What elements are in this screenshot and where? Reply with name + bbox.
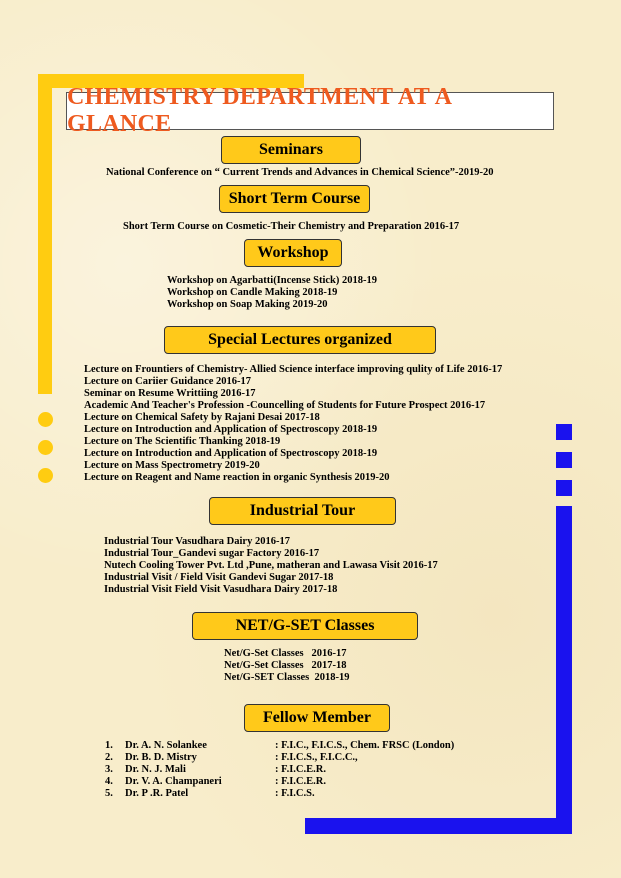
list-item: Workshop on Agarbatti(Incense Stick) 2018-19 xyxy=(167,275,378,286)
net-set-heading: NET/G-SET Classes xyxy=(192,612,418,640)
fellow-row xyxy=(105,740,454,752)
yellow-dot xyxy=(38,468,53,483)
list-item: Net/G-Set Classes 2017-18 xyxy=(224,660,347,671)
industrial-list xyxy=(104,536,438,596)
list-item: Nutech Cooling Tower Pvt. Ltd ,Pune, matheran and Lawasa Visit 2016-17 xyxy=(104,560,438,571)
fellow-number: 3. xyxy=(105,764,113,775)
fellow-row xyxy=(105,752,454,764)
fellow-name: Dr. N. J. Mali xyxy=(125,764,186,775)
blue-frame-vertical xyxy=(556,506,572,834)
list-item: Lecture on Chemical Safety by Rajani Desai 2017-18 xyxy=(84,412,320,423)
fellow-name: Dr. V. A. Champaneri xyxy=(125,776,222,787)
fellow-title: : F.I.C.S. xyxy=(275,788,315,799)
list-item: Industrial Visit / Field Visit Gandevi Sugar 2017-18 xyxy=(104,572,334,583)
yellow-dot xyxy=(38,412,53,427)
list-item: Industrial Visit Field Visit Vasudhara Dairy 2017-18 xyxy=(104,584,338,595)
list-item: Academic And Teacher's Profession -Councelling of Students for Future Prospect 2016-17 xyxy=(84,400,486,411)
list-item: Lecture on Cariier Guidance 2016-17 xyxy=(84,376,252,387)
list-item: Workshop on Soap Making 2019-20 xyxy=(167,299,328,310)
list-item: Lecture on Mass Spectrometry 2019-20 xyxy=(84,460,260,471)
list-item: Lecture on Frountiers of Chemistry- Allied Science interface improving qulity of Life 2016-17 xyxy=(84,364,503,375)
lectures-list xyxy=(84,364,502,484)
workshop-heading: Workshop xyxy=(244,239,342,267)
list-item: Lecture on Introduction and Application of Spectroscopy 2018-19 xyxy=(84,424,378,435)
fellow-title: : F.I.C., F.I.C.S., Chem. FRSC (London) xyxy=(275,740,455,751)
list-item: National Conference on “ Current Trends and Advances in Chemical Science”-2019-20 xyxy=(106,167,494,178)
fellow-heading: Fellow Member xyxy=(244,704,390,732)
fellow-row xyxy=(105,788,454,800)
list-item: Seminar on Resume Writtiing 2016-17 xyxy=(84,388,256,399)
list-item: Industrial Tour_Gandevi sugar Factory 2016-17 xyxy=(104,548,320,559)
seminars-list xyxy=(106,167,494,179)
list-item: Lecture on The Scientific Thanking 2018-19 xyxy=(84,436,281,447)
fellow-number: 2. xyxy=(105,752,113,763)
list-item: Net/G-SET Classes 2018-19 xyxy=(224,672,350,683)
fellow-number: 5. xyxy=(105,788,113,799)
fellow-name: Dr. P .R. Patel xyxy=(125,788,189,799)
short-term-list xyxy=(123,221,459,233)
fellow-list xyxy=(105,740,454,800)
fellow-row xyxy=(105,764,454,776)
fellow-number: 1. xyxy=(105,740,113,751)
lectures-heading: Special Lectures organized xyxy=(164,326,436,354)
yellow-frame-vertical xyxy=(38,74,52,394)
page-title-box xyxy=(66,84,554,137)
fellow-title: : F.I.C.E.R. xyxy=(275,764,326,775)
fellow-name: Dr. A. N. Solankee xyxy=(125,740,207,751)
list-item: Lecture on Reagent and Name reaction in organic Synthesis 2019-20 xyxy=(84,472,390,483)
workshop-list xyxy=(167,275,377,311)
list-item: Lecture on Introduction and Application of Spectroscopy 2018-19 xyxy=(84,448,378,459)
yellow-dot xyxy=(38,440,53,455)
fellow-name: Dr. B. D. Mistry xyxy=(125,752,197,763)
list-item: Net/G-Set Classes 2016-17 xyxy=(224,648,347,659)
list-item: Industrial Tour Vasudhara Dairy 2016-17 xyxy=(104,536,290,547)
list-item: Workshop on Candle Making 2018-19 xyxy=(167,287,338,298)
industrial-heading: Industrial Tour xyxy=(209,497,396,525)
blue-square xyxy=(556,452,572,468)
blue-frame-bottom xyxy=(305,818,572,834)
fellow-title: : F.I.C.E.R. xyxy=(275,776,326,787)
blue-square xyxy=(556,480,572,496)
short-term-heading: Short Term Course xyxy=(219,185,370,213)
fellow-number: 4. xyxy=(105,776,113,787)
blue-square xyxy=(556,424,572,440)
fellow-title: : F.I.C.S., F.I.C.C., xyxy=(275,752,358,763)
seminars-heading: Seminars xyxy=(221,136,361,164)
page-title: CHEMISTRY DEPARTMENT AT A GLANCE xyxy=(67,84,451,137)
fellow-row xyxy=(105,776,454,788)
list-item: Short Term Course on Cosmetic-Their Chemistry and Preparation 2016-17 xyxy=(123,221,460,232)
net-set-list xyxy=(224,648,350,684)
